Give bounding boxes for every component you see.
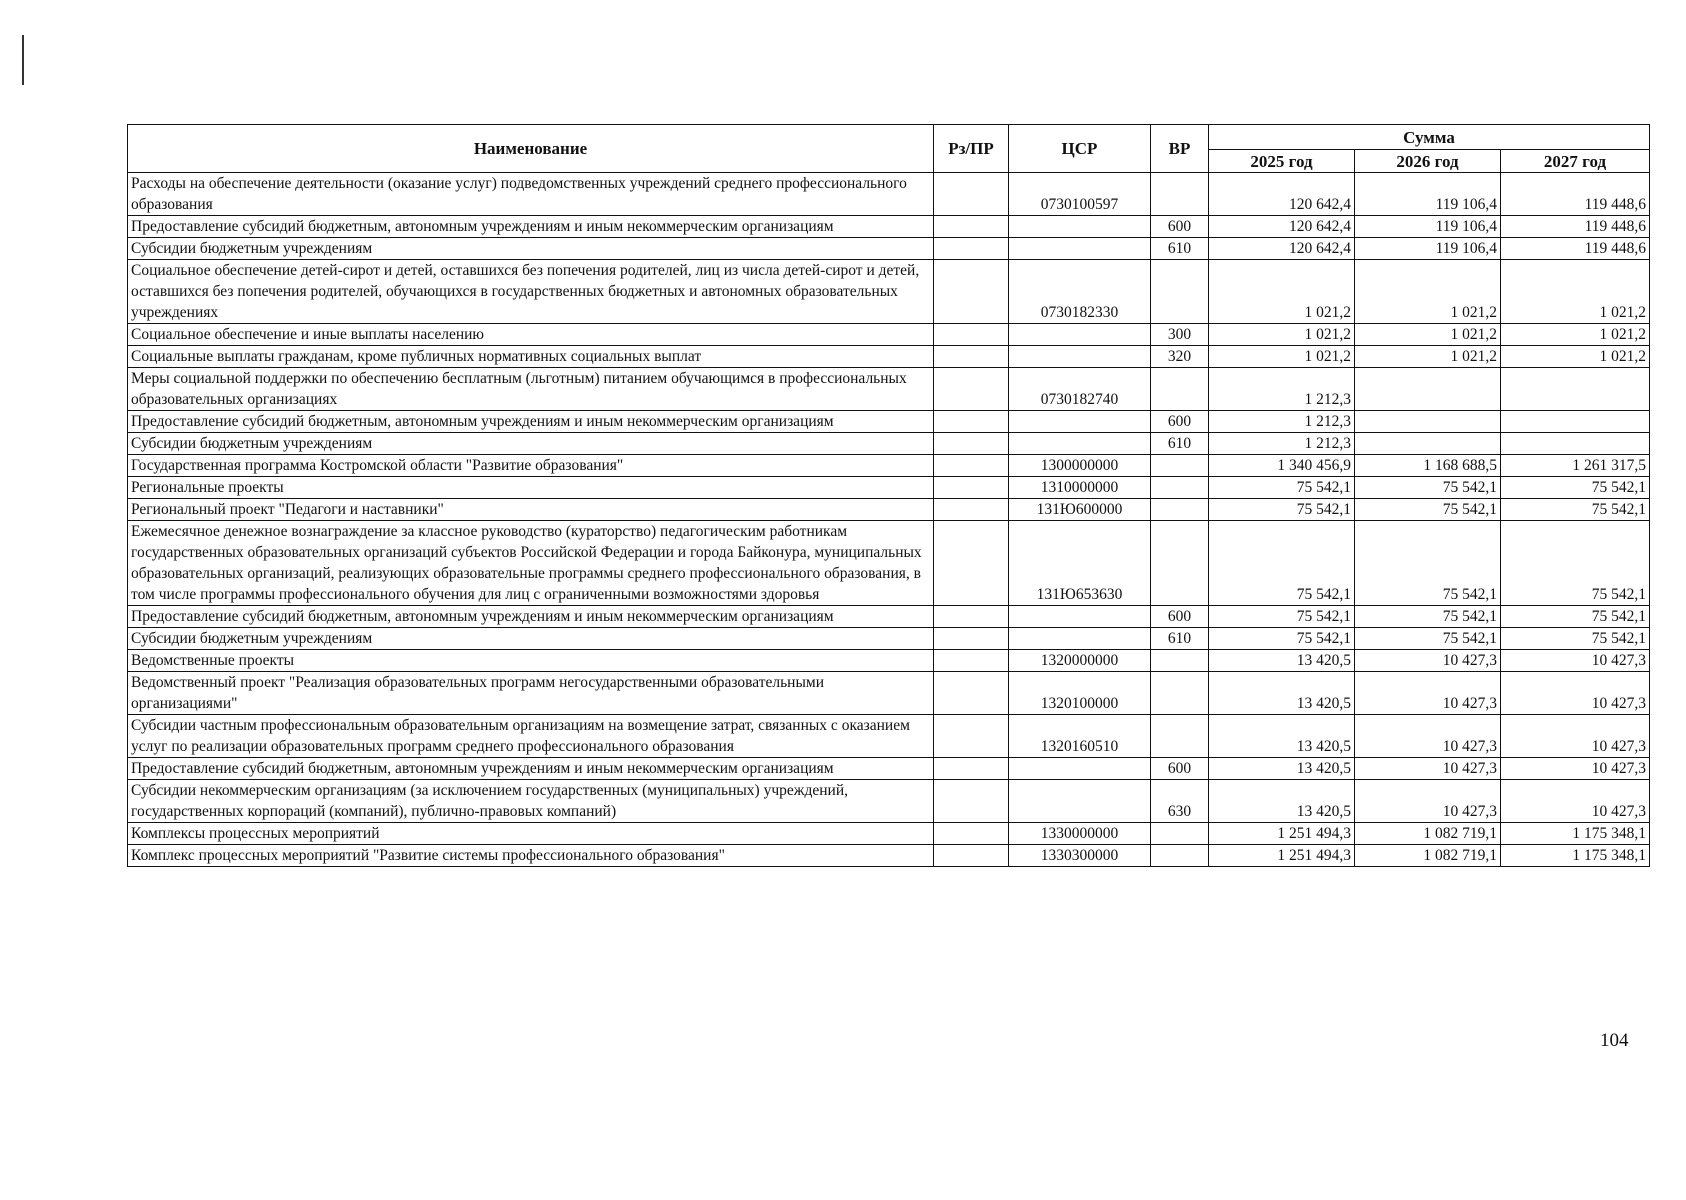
- cell-csr: 0730182740: [1009, 368, 1151, 411]
- cell-2027: 1 261 317,5: [1501, 455, 1650, 477]
- cell-csr: [1009, 238, 1151, 260]
- cell-rzpr: [934, 346, 1009, 368]
- cell-csr: 131Ю600000: [1009, 499, 1151, 521]
- cell-2025: 75 542,1: [1209, 521, 1355, 606]
- cell-rzpr: [934, 845, 1009, 867]
- header-year-2026: 2026 год: [1355, 150, 1501, 173]
- cell-csr: 1310000000: [1009, 477, 1151, 499]
- cell-vr: 610: [1151, 628, 1209, 650]
- cell-vr: [1151, 455, 1209, 477]
- cell-vr: [1151, 173, 1209, 216]
- cell-name: Меры социальной поддержки по обеспечению бесплатным (льготным) питанием обучающимся в профессиональных образовательных организациях: [128, 368, 934, 411]
- cell-name: Субсидии бюджетным учреждениям: [128, 433, 934, 455]
- cell-2025: 120 642,4: [1209, 238, 1355, 260]
- header-vr: ВР: [1151, 125, 1209, 173]
- cell-2025: 1 251 494,3: [1209, 823, 1355, 845]
- cell-2027: 119 448,6: [1501, 238, 1650, 260]
- cell-csr: 0730100597: [1009, 173, 1151, 216]
- table-row: [128, 758, 1650, 780]
- cell-vr: 600: [1151, 606, 1209, 628]
- cell-name: Предоставление субсидий бюджетным, автономным учреждениям и иным некоммерческим организациям: [128, 606, 934, 628]
- cell-2025: 75 542,1: [1209, 499, 1355, 521]
- cell-2026: 1 082 719,1: [1355, 845, 1501, 867]
- cell-name: Предоставление субсидий бюджетным, автономным учреждениям и иным некоммерческим организациям: [128, 758, 934, 780]
- cell-2025: 13 420,5: [1209, 758, 1355, 780]
- cell-csr: 1320000000: [1009, 650, 1151, 672]
- cell-rzpr: [934, 823, 1009, 845]
- cell-csr: 131Ю653630: [1009, 521, 1151, 606]
- cell-csr: 0730182330: [1009, 260, 1151, 324]
- cell-2026: 119 106,4: [1355, 173, 1501, 216]
- header-rzpr: Рз/ПР: [934, 125, 1009, 173]
- cell-csr: [1009, 411, 1151, 433]
- cell-rzpr: [934, 433, 1009, 455]
- cell-2027: [1501, 411, 1650, 433]
- cell-vr: [1151, 477, 1209, 499]
- cell-csr: 1330000000: [1009, 823, 1151, 845]
- cell-2027: 119 448,6: [1501, 173, 1650, 216]
- cell-rzpr: [934, 499, 1009, 521]
- table-row: [128, 650, 1650, 672]
- cell-2027: 119 448,6: [1501, 216, 1650, 238]
- cell-vr: [1151, 650, 1209, 672]
- margin-line: [22, 35, 24, 85]
- cell-rzpr: [934, 216, 1009, 238]
- cell-csr: [1009, 433, 1151, 455]
- cell-2026: 10 427,3: [1355, 715, 1501, 758]
- cell-csr: [1009, 780, 1151, 823]
- cell-name: Комплексы процессных мероприятий: [128, 823, 934, 845]
- cell-vr: 630: [1151, 780, 1209, 823]
- cell-csr: [1009, 606, 1151, 628]
- header-year-2027: 2027 год: [1501, 150, 1650, 173]
- cell-2025: 13 420,5: [1209, 650, 1355, 672]
- cell-rzpr: [934, 477, 1009, 499]
- cell-csr: [1009, 628, 1151, 650]
- cell-2027: 1 175 348,1: [1501, 845, 1650, 867]
- cell-2027: 1 175 348,1: [1501, 823, 1650, 845]
- table-row: [128, 411, 1650, 433]
- cell-name: Предоставление субсидий бюджетным, автономным учреждениям и иным некоммерческим организациям: [128, 411, 934, 433]
- cell-2027: 75 542,1: [1501, 477, 1650, 499]
- cell-2027: 1 021,2: [1501, 346, 1650, 368]
- table-row: [128, 606, 1650, 628]
- cell-vr: [1151, 672, 1209, 715]
- cell-vr: 320: [1151, 346, 1209, 368]
- cell-name: Расходы на обеспечение деятельности (оказание услуг) подведомственных учреждений среднего профессионального образования: [128, 173, 934, 216]
- table-row: [128, 672, 1650, 715]
- cell-rzpr: [934, 780, 1009, 823]
- cell-vr: [1151, 368, 1209, 411]
- table-row: [128, 173, 1650, 216]
- cell-2027: 10 427,3: [1501, 650, 1650, 672]
- cell-2026: 1 168 688,5: [1355, 455, 1501, 477]
- cell-csr: [1009, 346, 1151, 368]
- cell-vr: [1151, 260, 1209, 324]
- cell-name: Предоставление субсидий бюджетным, автономным учреждениям и иным некоммерческим организациям: [128, 216, 934, 238]
- cell-name: Ведомственный проект "Реализация образовательных программ негосударственными образовательными организациями": [128, 672, 934, 715]
- cell-2026: 119 106,4: [1355, 216, 1501, 238]
- cell-2026: 75 542,1: [1355, 477, 1501, 499]
- table-row: [128, 455, 1650, 477]
- cell-2025: 13 420,5: [1209, 780, 1355, 823]
- header-name: Наименование: [128, 125, 934, 173]
- cell-rzpr: [934, 628, 1009, 650]
- header-sum: Сумма: [1209, 125, 1650, 150]
- table-row: [128, 521, 1650, 606]
- cell-2026: 10 427,3: [1355, 780, 1501, 823]
- cell-rzpr: [934, 260, 1009, 324]
- cell-2026: 75 542,1: [1355, 628, 1501, 650]
- cell-2026: 1 021,2: [1355, 324, 1501, 346]
- table-body: [128, 173, 1650, 867]
- cell-2025: 1 212,3: [1209, 433, 1355, 455]
- cell-name: Комплекс процессных мероприятий "Развитие системы профессионального образования": [128, 845, 934, 867]
- budget-table: [127, 124, 1650, 867]
- cell-vr: 600: [1151, 216, 1209, 238]
- table-row: [128, 368, 1650, 411]
- cell-2026: 75 542,1: [1355, 606, 1501, 628]
- cell-vr: [1151, 845, 1209, 867]
- cell-vr: [1151, 823, 1209, 845]
- cell-name: Социальные выплаты гражданам, кроме публичных нормативных социальных выплат: [128, 346, 934, 368]
- cell-rzpr: [934, 672, 1009, 715]
- table-row: [128, 628, 1650, 650]
- cell-name: Субсидии бюджетным учреждениям: [128, 238, 934, 260]
- table-row: [128, 346, 1650, 368]
- cell-csr: [1009, 216, 1151, 238]
- table-row: [128, 845, 1650, 867]
- cell-vr: [1151, 715, 1209, 758]
- table-row: [128, 823, 1650, 845]
- cell-name: Государственная программа Костромской области "Развитие образования": [128, 455, 934, 477]
- page-number: 104: [1600, 1030, 1629, 1051]
- cell-2027: 75 542,1: [1501, 499, 1650, 521]
- cell-name: Ежемесячное денежное вознаграждение за классное руководство (кураторство) педагогическим работникам государственных образовательных организаций субъектов Российской Федерации и города Байконура, муниципальных образовательных организаций, реализующих образовательные программы среднего профессионального образования, в том числе программы профессионального обучения для лиц с ограниченными возможностями здоровья: [128, 521, 934, 606]
- cell-csr: [1009, 324, 1151, 346]
- table-row: [128, 477, 1650, 499]
- cell-2025: 1 251 494,3: [1209, 845, 1355, 867]
- cell-2027: 75 542,1: [1501, 628, 1650, 650]
- cell-2026: 10 427,3: [1355, 672, 1501, 715]
- cell-2027: 10 427,3: [1501, 672, 1650, 715]
- cell-2026: 75 542,1: [1355, 499, 1501, 521]
- cell-name: Субсидии некоммерческим организациям (за исключением государственных (муниципальных) учреждений, государственных корпораций (компаний), публично-правовых компаний): [128, 780, 934, 823]
- cell-vr: 610: [1151, 238, 1209, 260]
- cell-2027: 1 021,2: [1501, 260, 1650, 324]
- cell-2026: [1355, 433, 1501, 455]
- cell-2027: 10 427,3: [1501, 780, 1650, 823]
- cell-rzpr: [934, 606, 1009, 628]
- cell-2026: 119 106,4: [1355, 238, 1501, 260]
- cell-2025: 75 542,1: [1209, 477, 1355, 499]
- cell-2027: [1501, 433, 1650, 455]
- cell-name: Социальное обеспечение детей-сирот и детей, оставшихся без попечения родителей, лиц из числа детей-сирот и детей, оставшихся без попечения родителей, обучающихся в государственных бюджетных и автономных образовательных учреждениях: [128, 260, 934, 324]
- cell-2027: 75 542,1: [1501, 606, 1650, 628]
- cell-rzpr: [934, 368, 1009, 411]
- cell-2025: 1 212,3: [1209, 411, 1355, 433]
- cell-2025: 75 542,1: [1209, 628, 1355, 650]
- table-row: [128, 715, 1650, 758]
- cell-2026: 1 021,2: [1355, 346, 1501, 368]
- table-row: [128, 238, 1650, 260]
- cell-2025: 1 340 456,9: [1209, 455, 1355, 477]
- cell-name: Ведомственные проекты: [128, 650, 934, 672]
- cell-rzpr: [934, 411, 1009, 433]
- cell-2025: 1 021,2: [1209, 260, 1355, 324]
- cell-rzpr: [934, 324, 1009, 346]
- cell-vr: [1151, 521, 1209, 606]
- cell-csr: 1300000000: [1009, 455, 1151, 477]
- cell-vr: 300: [1151, 324, 1209, 346]
- cell-2027: 75 542,1: [1501, 521, 1650, 606]
- cell-2026: [1355, 411, 1501, 433]
- cell-rzpr: [934, 238, 1009, 260]
- cell-name: Субсидии частным профессиональным образовательным организациям на возмещение затрат, связанных с оказанием услуг по реализации образовательных программ среднего профессионального образования: [128, 715, 934, 758]
- cell-2025: 1 021,2: [1209, 346, 1355, 368]
- cell-2026: 75 542,1: [1355, 521, 1501, 606]
- cell-rzpr: [934, 650, 1009, 672]
- cell-2027: [1501, 368, 1650, 411]
- cell-name: Региональный проект "Педагоги и наставники": [128, 499, 934, 521]
- table-row: [128, 216, 1650, 238]
- cell-2026: 1 021,2: [1355, 260, 1501, 324]
- cell-csr: 1320160510: [1009, 715, 1151, 758]
- cell-vr: 610: [1151, 433, 1209, 455]
- cell-rzpr: [934, 521, 1009, 606]
- cell-2027: 10 427,3: [1501, 715, 1650, 758]
- cell-2026: [1355, 368, 1501, 411]
- cell-vr: [1151, 499, 1209, 521]
- header-year-2025: 2025 год: [1209, 150, 1355, 173]
- cell-csr: 1320100000: [1009, 672, 1151, 715]
- cell-name: Региональные проекты: [128, 477, 934, 499]
- cell-2025: 120 642,4: [1209, 216, 1355, 238]
- cell-2026: 10 427,3: [1355, 758, 1501, 780]
- cell-rzpr: [934, 173, 1009, 216]
- cell-2025: 1 021,2: [1209, 324, 1355, 346]
- cell-2025: 1 212,3: [1209, 368, 1355, 411]
- cell-name: Социальное обеспечение и иные выплаты населению: [128, 324, 934, 346]
- cell-2026: 1 082 719,1: [1355, 823, 1501, 845]
- cell-2026: 10 427,3: [1355, 650, 1501, 672]
- table-row: [128, 260, 1650, 324]
- cell-2027: 10 427,3: [1501, 758, 1650, 780]
- cell-csr: 1330300000: [1009, 845, 1151, 867]
- table-row: [128, 324, 1650, 346]
- cell-csr: [1009, 758, 1151, 780]
- cell-2025: 13 420,5: [1209, 672, 1355, 715]
- cell-2025: 120 642,4: [1209, 173, 1355, 216]
- cell-vr: 600: [1151, 411, 1209, 433]
- table-row: [128, 433, 1650, 455]
- table-row: [128, 780, 1650, 823]
- cell-2025: 75 542,1: [1209, 606, 1355, 628]
- cell-vr: 600: [1151, 758, 1209, 780]
- header-csr: ЦСР: [1009, 125, 1151, 173]
- cell-rzpr: [934, 455, 1009, 477]
- cell-rzpr: [934, 758, 1009, 780]
- cell-2025: 13 420,5: [1209, 715, 1355, 758]
- cell-2027: 1 021,2: [1501, 324, 1650, 346]
- table-row: [128, 499, 1650, 521]
- cell-rzpr: [934, 715, 1009, 758]
- cell-name: Субсидии бюджетным учреждениям: [128, 628, 934, 650]
